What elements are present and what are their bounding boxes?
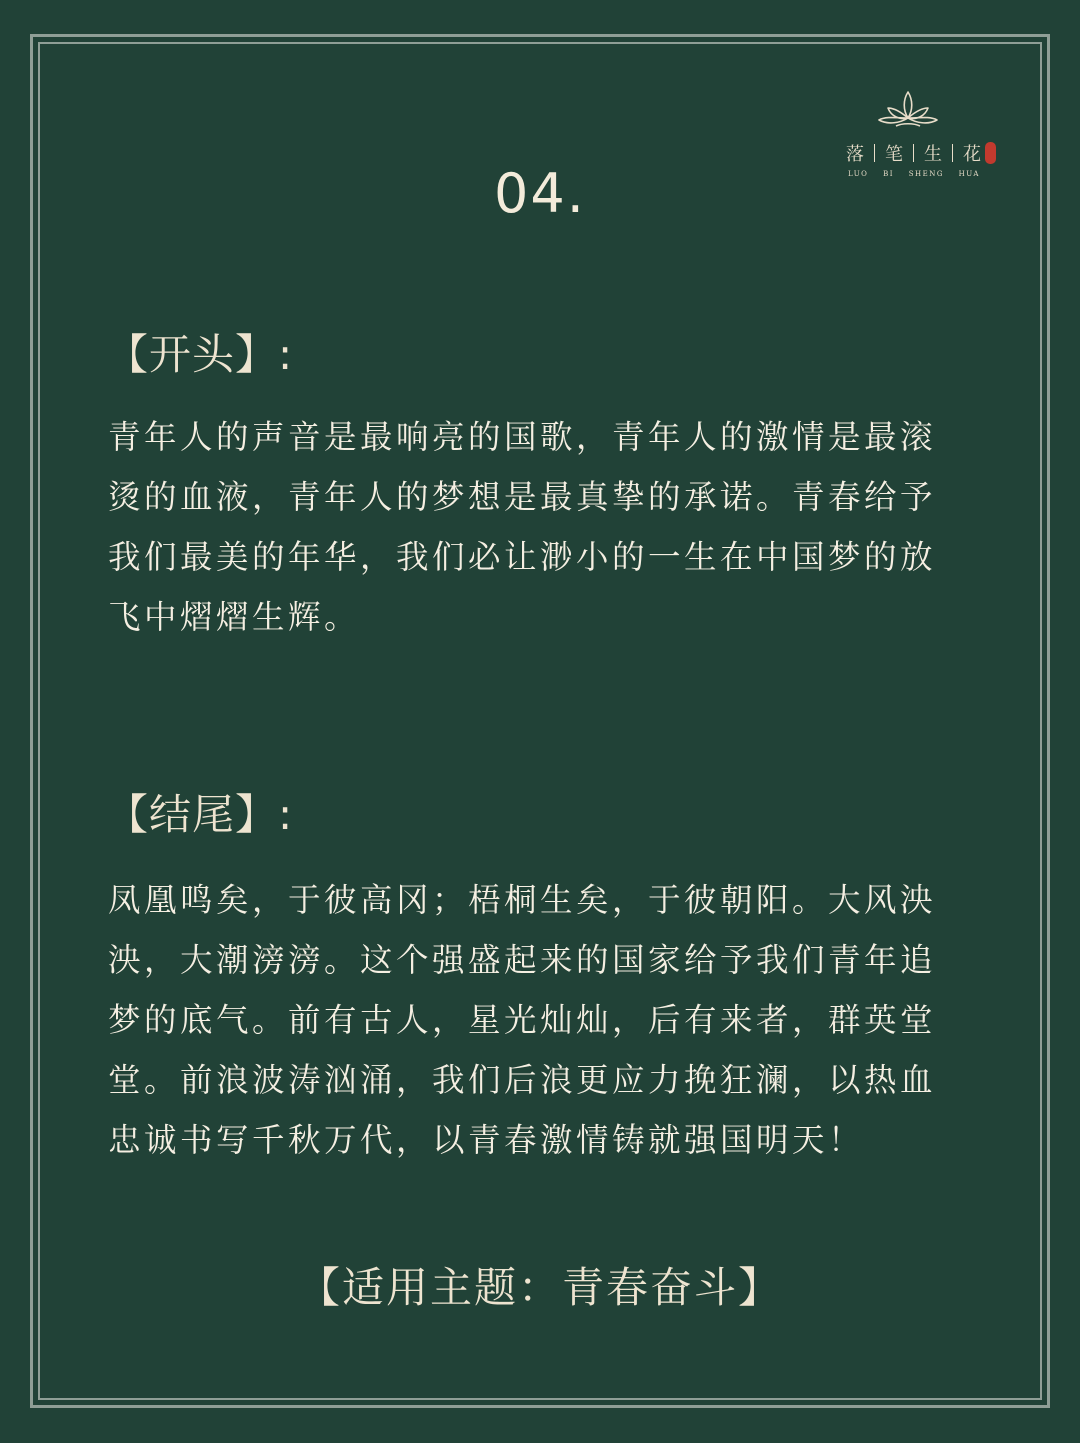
logo-char-3: 生 <box>924 144 942 165</box>
logo-separator <box>952 144 953 162</box>
ending-paragraph: 凤凰鸣矣，于彼高冈；梧桐生矣，于彼朝阳。大风泱泱，大潮滂滂。这个强盛起来的国家给予我们青年追梦的底气。前有古人，星光灿灿，后有来者，群英堂堂。前浪波涛汹涌，我们后浪更应力挽狂澜，以热血忠诚书写千秋万代，以青春激情铸就强国明天！ <box>108 881 937 1159</box>
logo-char-2: 笔 <box>885 144 903 165</box>
logo-char-1: 落 <box>846 144 864 165</box>
logo-separator <box>913 144 914 162</box>
logo-pinyin-4: HUA <box>958 170 980 178</box>
opening-heading: 【开头】: <box>106 330 294 379</box>
section-number: 04. <box>494 162 586 225</box>
logo-pinyin-2: BI <box>883 170 895 178</box>
logo-pinyin-3: SHENG <box>908 170 944 178</box>
lotus-icon <box>876 88 940 132</box>
logo-separator <box>874 144 875 162</box>
inner-frame-border <box>38 42 1042 1400</box>
ending-heading: 【结尾】: <box>106 790 294 839</box>
logo-pinyin-1: LUO <box>848 170 869 178</box>
opening-paragraph: 青年人的声音是最响亮的国歌，青年人的激情是最滚烫的血液，青年人的梦想是最真挚的承诺。青春给予我们最美的年华，我们必让渺小的一生在中国梦的放飞中熠熠生辉。 <box>108 418 937 636</box>
logo-char-4: 花 <box>963 144 981 165</box>
red-seal-stamp <box>985 142 996 164</box>
applicable-theme: 【适用主题：青春奋斗】 <box>297 1263 782 1312</box>
